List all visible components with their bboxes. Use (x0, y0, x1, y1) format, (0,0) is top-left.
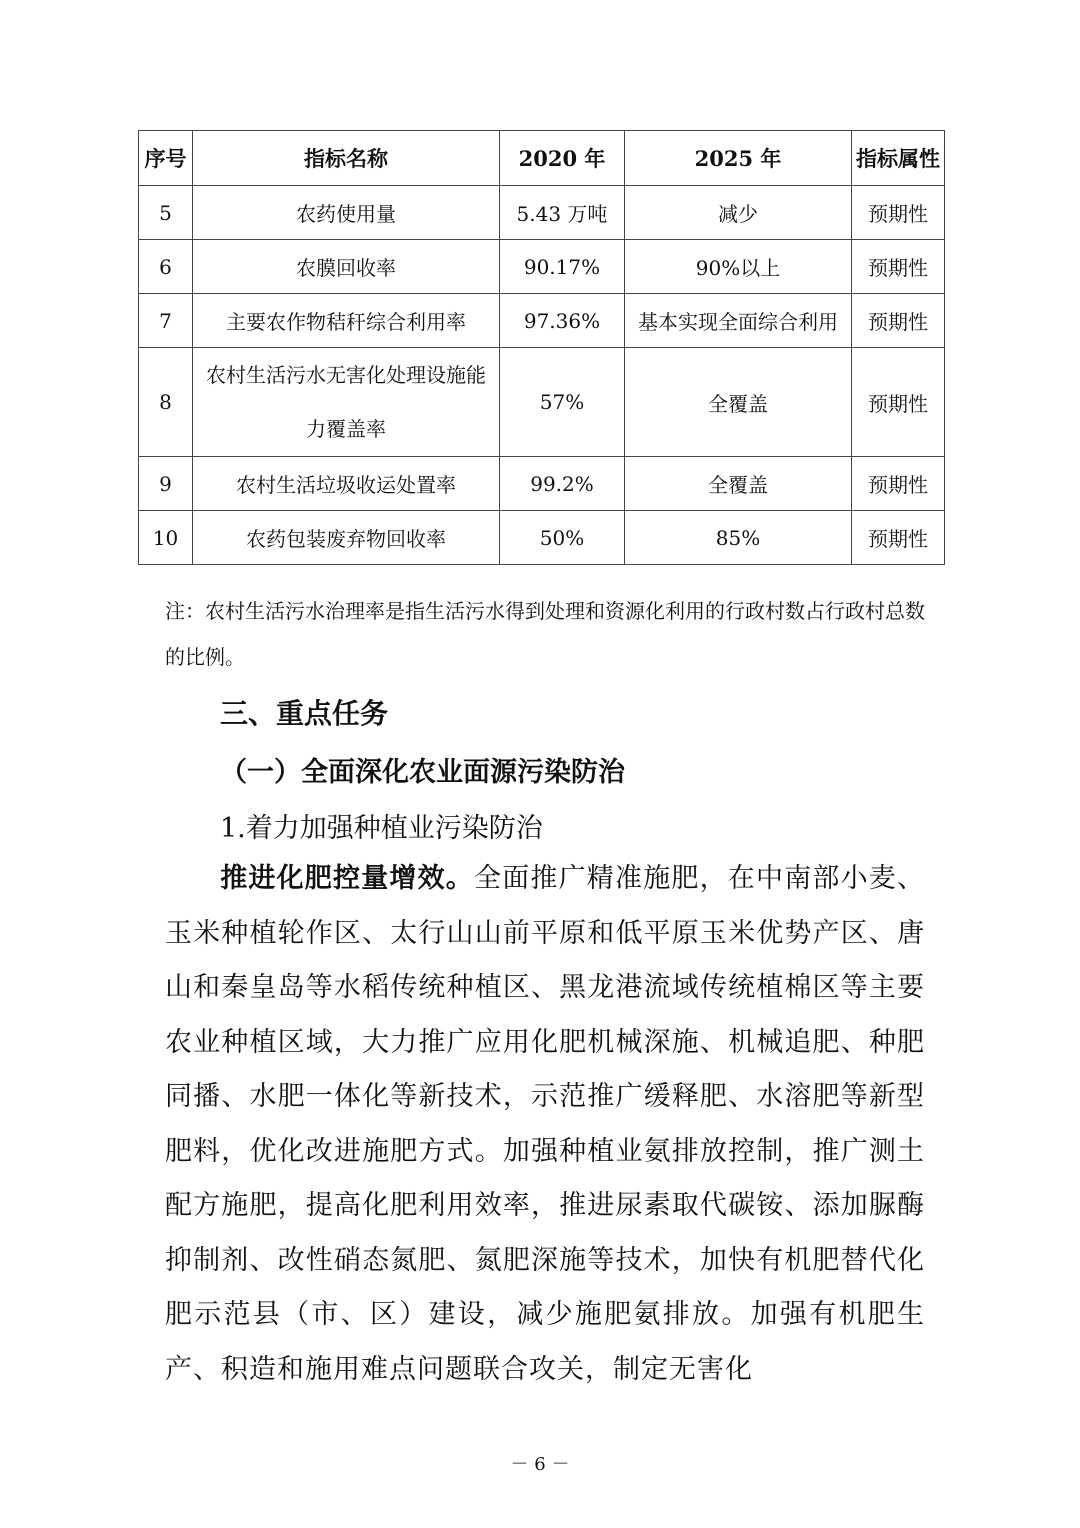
item-heading: 1.着力加强种植业污染防治 (220, 813, 543, 844)
cell-2025: 全覆盖 (625, 457, 852, 511)
cell-no: 5 (139, 186, 193, 240)
cell-2020: 57% (500, 348, 625, 457)
cell-name: 农药包装废弃物回收率 (193, 511, 500, 565)
indicator-table (138, 130, 945, 565)
header-attr: 指标属性 (852, 131, 945, 186)
table-row (139, 294, 945, 348)
cell-name: 农药使用量 (193, 186, 500, 240)
cell-name: 农村生活垃圾收运处置率 (193, 457, 500, 511)
subsection-heading: （一）全面深化农业面源污染防治 (220, 757, 625, 788)
cell-2025: 85% (625, 511, 852, 565)
cell-attr: 预期性 (852, 186, 945, 240)
cell-no: 8 (139, 348, 193, 457)
section-heading: 三、重点任务 (220, 697, 389, 730)
table-row (139, 186, 945, 240)
cell-2025: 90%以上 (625, 240, 852, 294)
cell-name: 农膜回收率 (193, 240, 500, 294)
cell-2020: 90.17% (500, 240, 625, 294)
header-2025: 2025 年 (625, 131, 852, 186)
cell-2020: 5.43 万吨 (500, 186, 625, 240)
cell-attr: 预期性 (852, 511, 945, 565)
cell-2025: 基本实现全面综合利用 (625, 294, 852, 348)
cell-attr: 预期性 (852, 240, 945, 294)
cell-2020: 99.2% (500, 457, 625, 511)
cell-attr: 预期性 (852, 457, 945, 511)
cell-2020: 50% (500, 511, 625, 565)
header-name: 指标名称 (193, 131, 500, 186)
body-paragraph (165, 852, 925, 1397)
header-no: 序号 (139, 131, 193, 186)
cell-2020: 97.36% (500, 294, 625, 348)
paragraph-lead: 推进化肥控量增效。 (220, 863, 474, 894)
cell-no: 10 (139, 511, 193, 565)
table-row (139, 457, 945, 511)
header-2020: 2020 年 (500, 131, 625, 186)
table-row (139, 511, 945, 565)
cell-2025: 减少 (625, 186, 852, 240)
cell-attr: 预期性 (852, 294, 945, 348)
table-row (139, 240, 945, 294)
cell-attr: 预期性 (852, 348, 945, 457)
cell-name: 农村生活污水无害化处理设施能力覆盖率 (193, 348, 500, 457)
cell-no: 6 (139, 240, 193, 294)
cell-no: 7 (139, 294, 193, 348)
table-header-row (139, 131, 945, 186)
cell-name: 主要农作物秸秆综合利用率 (193, 294, 500, 348)
table-note: 注：农村生活污水治理率是指生活污水得到处理和资源化利用的行政村数占行政村总数的比例。 (165, 599, 925, 669)
page-number: － 6 － (510, 1454, 570, 1475)
cell-no: 9 (139, 457, 193, 511)
table-row (139, 348, 945, 457)
cell-2025: 全覆盖 (625, 348, 852, 457)
paragraph-text: 全面推广精准施肥，在中南部小麦、玉米种植轮作区、太行山山前平原和低平原玉米优势产区、唐山和秦皇岛等水稻传统种植区、黑龙港流域传统植棉区等主要农业种植区域，大力推广应用化肥机械深施、机械追肥、种肥同播、水肥一体化等新技术，示范推广缓释肥、水溶肥等新型肥料，优化改进施肥方式。加强种植业氨排放控制，推广测土配方施肥，提高化肥利用效率，推进尿素取代碳铵、添加脲酶抑制剂、改性硝态氮肥、氮肥深施等技术，加快有机肥替代化肥示范县（市、区）建设，减少施肥氨排放。加强有机肥生产、积造和施用难点问题联合攻关，制定无害化 (165, 863, 925, 1385)
